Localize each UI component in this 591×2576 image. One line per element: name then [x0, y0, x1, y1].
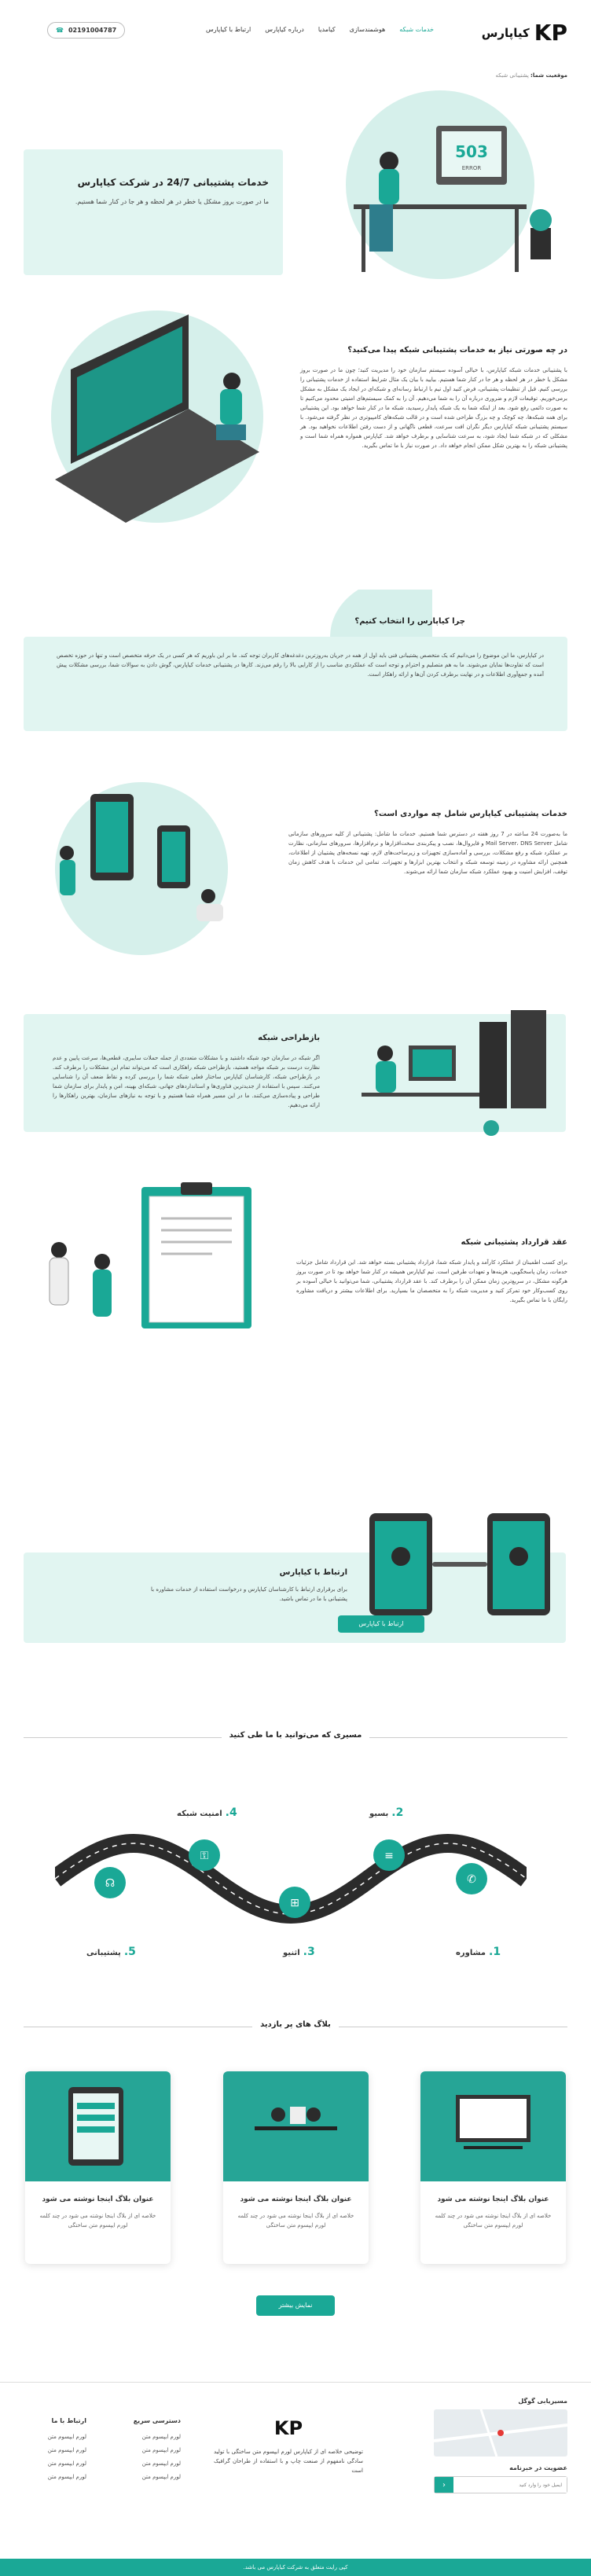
hero-illustration	[307, 86, 566, 299]
svg-text:≡: ≡	[384, 1850, 394, 1862]
footer-contact	[24, 2417, 86, 2484]
blog-title-text: بلاگ های پر بازدید	[252, 2020, 339, 2029]
footer-quick	[118, 2417, 181, 2484]
section1	[300, 346, 567, 450]
quick-link[interactable]: لورم ایپسوم متن	[141, 2460, 181, 2467]
quick-link[interactable]: لورم ایپسوم متن	[141, 2434, 181, 2440]
section3	[288, 810, 567, 876]
error-code: 503	[455, 142, 488, 161]
nav-item-contact[interactable]: ارتباط با کیاپارس	[205, 26, 251, 33]
blog-card[interactable]	[223, 2071, 369, 2264]
breadcrumb-page[interactable]: پشتیبانی شبکه	[495, 72, 529, 79]
section4-title: بازطراحی شبکه	[258, 1034, 320, 1042]
main-nav	[206, 26, 434, 33]
footer-about-text: توضیحی خلاصه ای از کیاپارس لورم ایپسوم متن ساختگی با تولید سادگی نامفهوم از صنعت چاپ و با استفاده از طراحان گرافیک است	[214, 2449, 363, 2474]
contact	[151, 1568, 347, 1604]
newsletter-form	[434, 2476, 567, 2493]
copyright-text: کپی رایت متعلق به شرکت کیاپارس می باشد.	[243, 2564, 348, 2570]
svg-text:⚿: ⚿	[200, 1850, 209, 1862]
phone-button[interactable]	[47, 22, 125, 39]
footer-map-block	[434, 2398, 567, 2493]
step4-label: امنیت شبکه	[177, 1810, 222, 1818]
quick-title: دسترسی سریع	[133, 2417, 181, 2424]
blog-card[interactable]	[25, 2071, 171, 2264]
path-step-5	[86, 1946, 136, 1958]
newsletter-input[interactable]	[453, 2477, 567, 2493]
contact-link[interactable]: لورم ایپسوم متن	[47, 2460, 86, 2467]
contact-button[interactable]: ارتباط با کیاپارس	[338, 1615, 424, 1633]
step2-num: 2.	[391, 1806, 404, 1819]
contact-link[interactable]: لورم ایپسوم متن	[47, 2447, 86, 2453]
error-label: ERROR	[461, 165, 482, 171]
section1-illustration	[24, 307, 283, 542]
section2-title: چرا کیاپارس را انتخاب کنیم؟	[354, 617, 465, 626]
copyright-bar	[0, 2559, 591, 2576]
section5-illustration	[24, 1179, 283, 1384]
section3-illustration	[24, 778, 259, 959]
contact-text: برای برقراری ارتباط با کارشناسان کیاپارس و درخواست استفاده از خدمات مشاوره با پشتیبانی با ما در تماس باشید.	[151, 1586, 347, 1602]
blog-card[interactable]	[420, 2071, 566, 2264]
path-step-2	[369, 1806, 403, 1819]
show-more-button[interactable]: نمایش بیشتر	[256, 2295, 335, 2316]
hero-content	[41, 177, 269, 207]
contact-link[interactable]: لورم ایپسوم متن	[47, 2434, 86, 2440]
step3-marker	[279, 1887, 310, 1918]
breadcrumb	[496, 72, 567, 79]
step5-marker	[94, 1867, 126, 1898]
contact-col-title: ارتباط با ما	[51, 2417, 86, 2424]
site-header	[0, 0, 591, 63]
hero-panel	[24, 149, 283, 275]
step1-label: مشاوره	[456, 1949, 486, 1957]
step5-label: پشتیبانی	[86, 1949, 121, 1957]
section4-illustration	[330, 975, 574, 1156]
section5-title: عقد قرارداد پشتیبانی شبکه	[461, 1238, 567, 1247]
blog-title	[0, 2020, 591, 2029]
footer-logo[interactable]: KP	[273, 2417, 303, 2439]
logo-name: کیاپارس	[481, 25, 530, 40]
footer-divider	[0, 2382, 591, 2383]
step4-num: 4.	[225, 1806, 237, 1819]
quick-link[interactable]: لورم ایپسوم متن	[141, 2447, 181, 2453]
blog-card-text: خلاصه ای از بلاگ اینجا نوشته می شود در چند کلمه لورم ایپسوم متن ساختگی	[237, 2213, 354, 2229]
svg-text:☊: ☊	[105, 1877, 116, 1890]
blog-card-image	[420, 2071, 566, 2181]
path-step-4	[177, 1806, 237, 1819]
section4	[53, 1034, 320, 1110]
step4-marker	[189, 1839, 220, 1871]
section2-text: در کیاپارس، ما این موضوع را می‌دانیم که یک متخصص پشتیبانی فنی باید اول از همه در جریان به‌روزترین دغدغه‌های کاربران توجه کند. ما بر این باوریم که هر کسی در یک حرفه متخصص است و تنها در حوزه تخصص است که تفاوت‌ها نمایان می‌شوند. ما به هم متصلیم و احترام و توجه است که عملکردی مناسب را از کارایی بالا را رقم می‌زند. کارها در پشتیبانی خدمات کیاپارس، گوش دادن به سوالات شما، بررسی مشکلات پیش آمده و جمع‌آوری اطلاعات و در نهایت برطرف کردن آن‌ها و ارائه راهکار است.	[57, 652, 544, 678]
quick-link[interactable]: لورم ایپسوم متن	[141, 2474, 181, 2480]
blog-card-title: عنوان بلاگ اینجا نوشته می شود	[42, 2196, 154, 2203]
step2-label: بسیو	[369, 1810, 389, 1818]
newsletter-submit-icon[interactable]: ‹	[435, 2477, 453, 2493]
hero-title: خدمات پشتیبانی 24/7 در شرکت کیاپارس	[77, 177, 269, 188]
hero-text: ما در صورت بروز مشکل یا خطر در هر لحظه و هر جا در کنار شما هستیم.	[75, 198, 269, 205]
blog-card-image	[25, 2071, 171, 2181]
breadcrumb-label: موقعیت شما:	[530, 72, 567, 79]
path-title-text: مسیری که می‌توانید با ما طی کنید	[222, 1731, 370, 1740]
blog-card-image	[223, 2071, 369, 2181]
phone-number: 02191004787	[68, 27, 117, 34]
step5-num: 5.	[123, 1946, 136, 1958]
step2-marker	[373, 1839, 405, 1871]
section1-text: با پشتیبانی خدمات شبکه کیاپارس، با خیالی آسوده سیستم سازمان خود را مدیریت کنید؛ چون ما در صورت بروز مشکل یا خطر در هر لحظه و هر جا در کنار شما هستیم. بیایید با بیان یک مثال شرایط استفاده از خدمات پشتیبانی را بررسی کنیم. قبل از تنظیمات پشتیبانی، فرض کنید اول تیم با ارتباط رسانه‌ای و شبکه‌ای در ایجاد یک مشکل به مشکل برمی‌خوریم. توقیعات لازم و ضروری درباره آن را به شما می‌دهیم. آن را به کمک سیستم‌های امنیتی محدود می‌کنیم تا به صورت دائمی رفع شود. بعد از اینکه شما به یک شبکه پایدار رسیدید، شبکه ما در کنار شما خواهد بود. این پشتیبانی برای همه شبکه‌ها، چه کوچک و چه بزرگ طراحی شده است و در قالب شبکه‌های کامپیوتری در نظر گرفته می‌شود. با سیستم پشتیبانی شبکه کیاپارس دیگر نگران افت سرعت، قطعی ناگهانی و از دست رفتن اطلاعات نخواهید بود. هر مشکلی که در شبکه شما ایجاد شود، به سرعت شناسایی و برطرف خواهد شد. کیاپارس همواره همراه شما است و پشتیبانی شبکه را به بهترین شکل ممکن انجام خواهد داد. در صورت نیاز با ما تماس بگیرید.	[300, 367, 567, 449]
svg-text:✆: ✆	[467, 1873, 476, 1886]
newsletter-title: عضویت در خبرنامه	[509, 2464, 567, 2471]
map-embed[interactable]	[434, 2409, 567, 2457]
nav-item-smart[interactable]: هوشمندسازی	[349, 26, 386, 33]
phone-icon: ☎	[56, 27, 64, 34]
path-title	[0, 1731, 591, 1740]
section4-text: اگر شبکه در سازمان خود شبکه داشتید و با مشکلات متعددی از جمله حملات سایبری، قطعی‌ها، سرعت پایین و عدم نظارت درست بر شبکه مواجه هستید، بازطراحی شبکه راهکاری است که می‌تواند تمام این مشکلات را برطرف کند. در بازطراحی شبکه، کارشناسان کیاپارس ساختار فعلی شبکه شما را بررسی کرده و نقاط ضعف آن را شناسایی می‌کنند. سپس با استفاده از جدیدترین فناوری‌ها و استانداردهای جهانی، شبکه‌ای بهینه، امن و پایدار برای سازمان شما طراحی و پیاده‌سازی می‌کنند. ما در این مسیر همراه شما هستیم و با توجه به نیازهای سازمان، بهترین راهکارها را ارائه می‌دهیم.	[53, 1055, 320, 1108]
svg-text:⊞: ⊞	[290, 1897, 299, 1909]
section3-text: ما به‌صورت 24 ساعته در 7 روز هفته در دسترس شما هستیم. خدمات ما شامل: پشتیبانی از کلیه سرورهای سازمانی شامل Mail Server، DNS Server و فایروال‌ها، نصب و پیکربندی سخت‌افزارها و نرم‌افزارها، سرورهای سازمانی، نظارت بر عملکرد شبکه و رفع مشکلات، بررسی و آماده‌سازی تجهیزات و زیرساخت‌های لازم، تهیه نسخه‌های پشتیبان از اطلاعات، همچنین ارائه مشاوره در زمینه توسعه شبکه و انتخاب بهترین ابزارها و تجهیزات. تمامی این خدمات با هدف کاهش زمان توقف، افزایش امنیت و بهبود عملکرد شبکه سازمان شما ارائه می‌شوند.	[288, 831, 567, 875]
site-logo[interactable]	[482, 20, 567, 46]
contact-title: ارتباط با کیاپارس	[279, 1568, 347, 1577]
step3-num: 3.	[303, 1946, 315, 1958]
logo-mark: KP	[534, 20, 567, 46]
step3-label: اثنیو	[283, 1949, 300, 1957]
section5	[296, 1238, 567, 1305]
section3-title: خدمات پشتیبانی کیاپارس شامل چه مواردی است؟	[374, 810, 567, 818]
blog-card-text: خلاصه ای از بلاگ اینجا نوشته می شود در چند کلمه لورم ایپسوم متن ساختگی	[39, 2213, 156, 2229]
nav-item-media[interactable]: کیامدیا	[318, 26, 336, 33]
path-step-1	[456, 1946, 501, 1958]
step1-num: 1.	[489, 1946, 501, 1958]
contact-link[interactable]: لورم ایپسوم متن	[47, 2474, 86, 2480]
section5-text: برای کسب اطمینان از عملکرد کارآمد و پایدار شبکه شما، قرارداد پشتیبانی بسته خواهد شد. این قرارداد شامل جزئیات خدمات، زمان پاسخگویی، هزینه‌ها و تعهدات طرفین است. تیم کیاپارس همیشه در کنار شما خواهد بود تا در صورت بروز هرگونه مشکل، در سریع‌ترین زمان ممکن آن را برطرف کند. با عقد قرارداد پشتیبانی، شما می‌توانید با خیالی آسوده بر روی کسب‌وکار خود تمرکز کنید و مدیریت شبکه را به متخصصان ما بسپارید. برای اطلاعات بیشتر و دریافت مشاوره رایگان با ما تماس بگیرید.	[296, 1259, 567, 1303]
blog-card-title: عنوان بلاگ اینجا نوشته می شود	[437, 2196, 549, 2203]
blog-card-title: عنوان بلاگ اینجا نوشته می شود	[240, 2196, 352, 2203]
nav-item-about[interactable]: درباره کیاپارس	[265, 26, 304, 33]
path-markers	[0, 1832, 591, 1926]
blog-card-text: خلاصه ای از بلاگ اینجا نوشته می شود در چند کلمه لورم ایپسوم متن ساختگی	[435, 2213, 552, 2229]
site-footer	[0, 2382, 591, 2576]
nav-item-network[interactable]: خدمات شبکه	[399, 26, 434, 33]
step1-marker	[456, 1863, 487, 1894]
path-step-3	[283, 1946, 315, 1958]
footer-about	[214, 2417, 363, 2475]
map-title: مسیریابی گوگل	[518, 2398, 567, 2405]
section1-title: در چه صورتی نیاز به خدمات پشتیبانی شبکه پیدا می‌کنید؟	[347, 346, 567, 355]
